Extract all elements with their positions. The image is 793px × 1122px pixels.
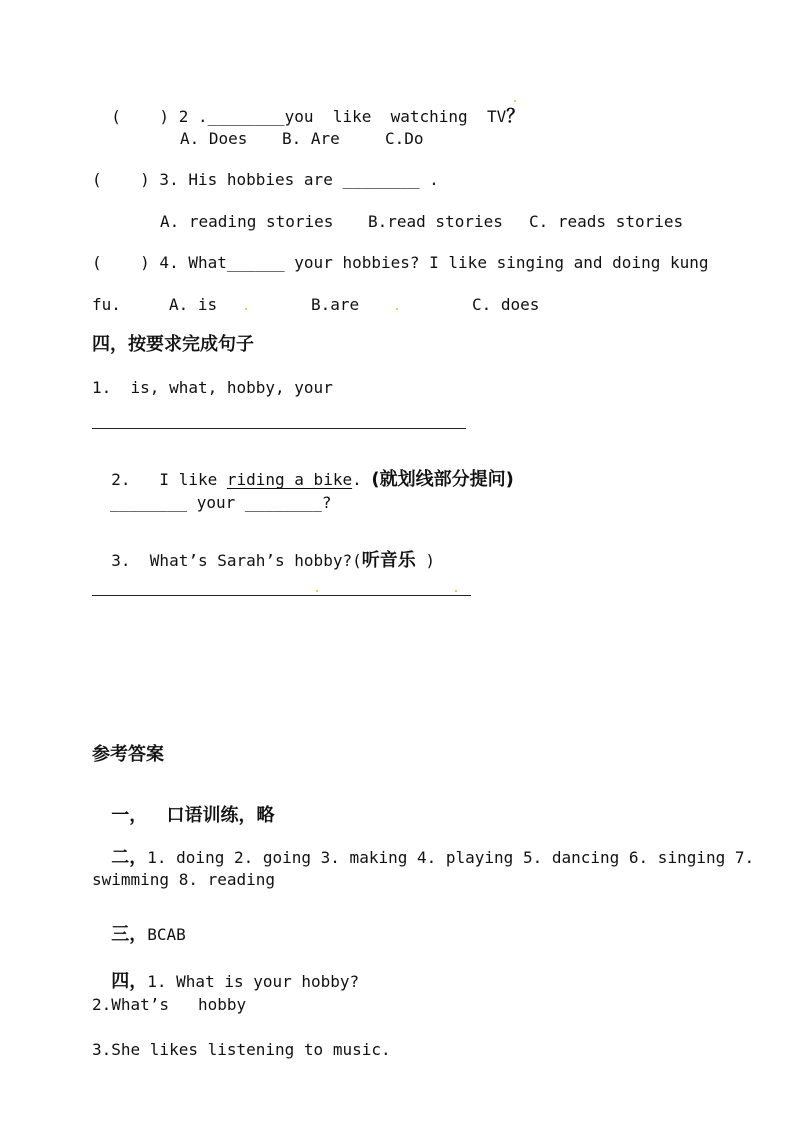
answer-2-text: 1. doing 2. going 3. making 4. playing 5. dancing 6. singing 7. [147,848,755,867]
question-3: ( ) 3. His hobbies are ________ . [92,170,439,189]
item-3-text: 3. What’s Sarah’s hobby?( [111,551,362,570]
scan-speck [455,590,457,592]
answer-line-1 [92,428,466,429]
answer-4 [92,952,359,992]
scan-speck [245,308,247,310]
question-3-option-a: A. reading stories [160,212,334,231]
section-4-title: 四，按要求完成句子 [92,334,254,355]
scan-speck [514,100,516,102]
question-4-option-c: C. does [472,295,540,314]
item-2-instruction: (就划线部分提问) [371,469,514,490]
question-4-option-b: B.are [311,295,360,314]
question-2-number: ( ) 2 . [111,107,208,126]
item-3-end: ) [415,551,435,570]
question-2-option-a: A. Does [180,129,248,148]
answer-1-label: 一， [111,805,148,826]
scan-speck [316,590,318,592]
question-2-option-c: C.Do [385,129,424,148]
question-2 [92,87,524,127]
answer-3 [92,905,186,945]
section-4-item-1: 1. is, what, hobby, your [92,378,333,397]
section-4-item-3 [92,531,435,571]
item-3-hint: 听音乐 [361,550,416,571]
question-3-option-c: C. reads stories [529,212,684,231]
scan-speck [396,308,398,310]
answer-1-text: 口语训练，略 [166,805,275,826]
question-4: ( ) 4. What______ your hobbies? I like singing and doing kung [92,253,709,272]
answer-key-title: 参考答案 [92,744,164,765]
item-2-period: . [352,470,362,489]
item-2-underlined: riding a bike [226,470,353,489]
question-4-continued: fu. [92,295,121,314]
answer-2-label: 二， [111,847,148,868]
section-4-item-2 [92,450,514,490]
answer-4-item-2: 2.What’s hobby [92,995,247,1014]
answer-4-label: 四， [111,971,148,992]
question-2-blank: ________ [207,107,285,126]
question-2-text: you like watching TV [284,107,507,126]
question-4-option-a: A. is [169,295,218,314]
question-3-option-b: B.read stories [368,212,503,231]
answer-line-3 [92,595,471,596]
answer-2 [92,828,754,868]
item-2-answer-blank: ________ your ________? [110,493,332,512]
answer-3-label: 三， [111,924,148,945]
answer-4-text: 1. What is your hobby? [147,972,360,991]
item-2-text: 2. I like [111,470,227,489]
answer-3-text: BCAB [147,925,186,944]
question-2-mark: ？ [506,106,525,127]
answer-4-item-3: 3.She likes listening to music. [92,1040,391,1059]
answer-2-continued: swimming 8. reading [92,870,276,889]
question-2-option-b: B. Are [282,129,340,148]
answer-1 [92,786,275,826]
